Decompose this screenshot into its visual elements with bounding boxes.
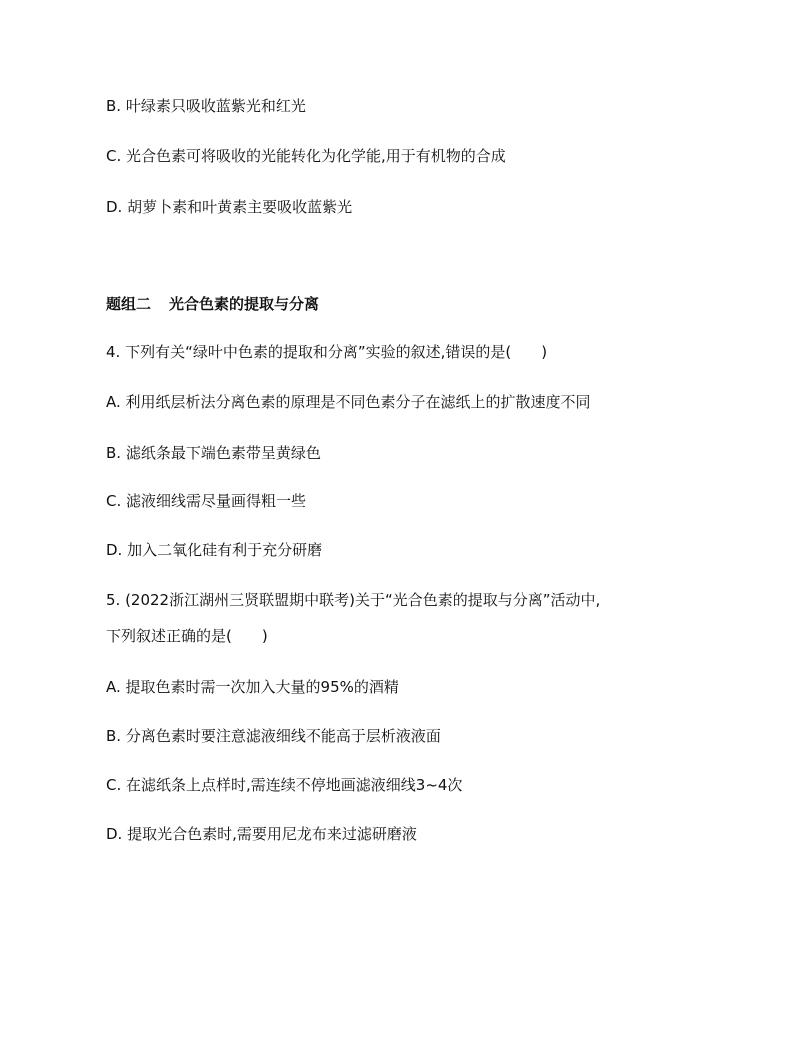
q4-option-b: B. 滤纸条最下端色素带呈黄绿色 xyxy=(106,444,321,462)
q5-stem-line2: 下列叙述正确的是( ) xyxy=(106,627,268,645)
q5-option-d: D. 提取光合色素时,需要用尼龙布来过滤研磨液 xyxy=(106,825,417,843)
q5-option-c: C. 在滤纸条上点样时,需连续不停地画滤液细线3~4次 xyxy=(106,776,463,794)
q4-stem: 4. 下列有关“绿叶中色素的提取和分离”实验的叙述,错误的是( ) xyxy=(106,343,548,361)
q3-option-c: C. 光合色素可将吸收的光能转化为化学能,用于有机物的合成 xyxy=(106,147,506,165)
q3-option-b: B. 叶绿素只吸收蓝紫光和红光 xyxy=(106,97,306,115)
q5-stem-line1: 5. (2022浙江湖州三贤联盟期中联考)关于“光合色素的提取与分离”活动中, xyxy=(106,591,601,609)
q3-option-d: D. 胡萝卜素和叶黄素主要吸收蓝紫光 xyxy=(106,198,353,216)
q5-option-b: B. 分离色素时要注意滤液细线不能高于层析液液面 xyxy=(106,727,441,745)
q4-option-d: D. 加入二氧化硅有利于充分研磨 xyxy=(106,541,323,559)
q4-option-c: C. 滤液细线需尽量画得粗一些 xyxy=(106,492,307,510)
q5-option-a: A. 提取色素时需一次加入大量的95%的酒精 xyxy=(106,678,399,696)
section-title: 光合色素的提取与分离 xyxy=(169,295,320,313)
section-heading xyxy=(106,294,319,314)
section-label: 题组二 xyxy=(106,295,152,313)
q4-option-a: A. 利用纸层析法分离色素的原理是不同色素分子在滤纸上的扩散速度不同 xyxy=(106,393,591,411)
